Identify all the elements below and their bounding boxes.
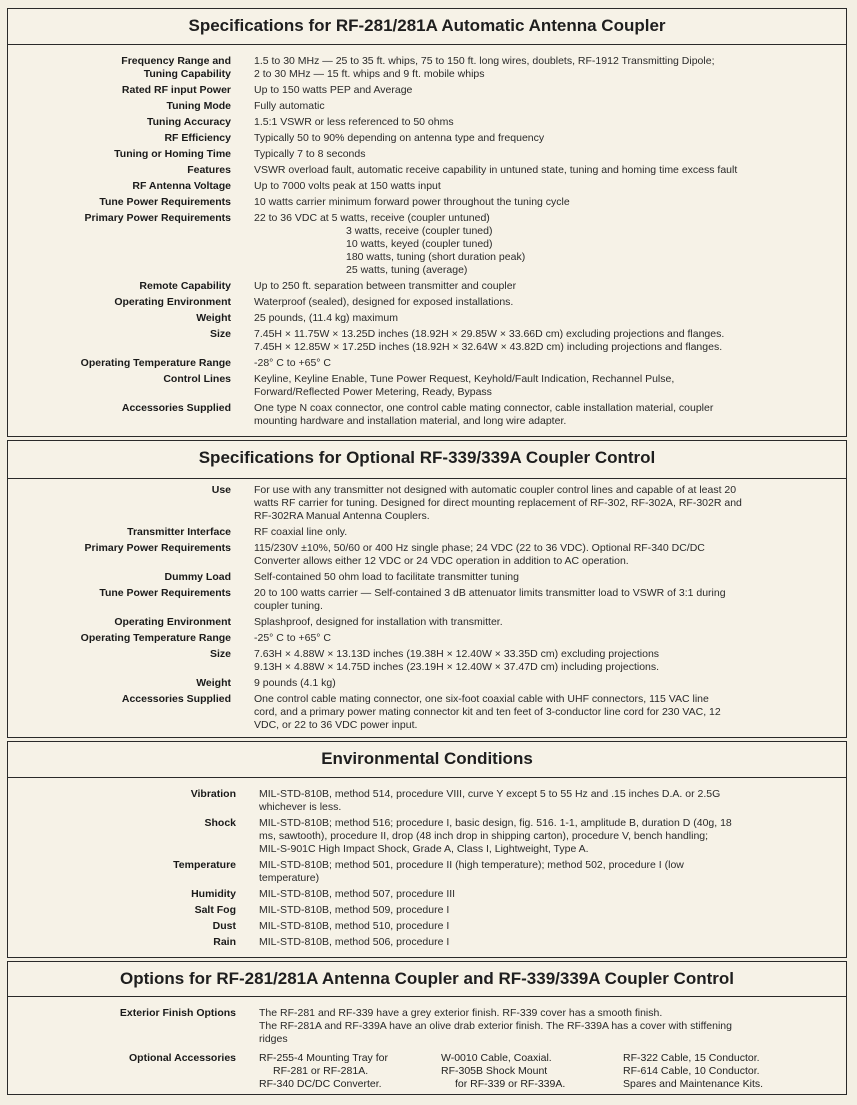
- spec-value: [254, 212, 824, 277]
- spec-value-line: MIL-STD-810B, method 507, procedure III: [259, 888, 456, 900]
- spec-value: [259, 1007, 829, 1046]
- spec-row: [8, 100, 846, 113]
- spec-label: [8, 788, 236, 814]
- spec-label-line: Rated RF input Power: [121, 84, 231, 96]
- section-title-box: [7, 8, 847, 45]
- spec-value-line: MIL-STD-810B, method 514, procedure VIII, curve Y except 5 to 55 Hz and .15 inches D.A. or 2.5G: [259, 788, 721, 800]
- spec-row: [8, 859, 846, 885]
- spec-label: [8, 484, 231, 523]
- spec-value: [254, 402, 824, 428]
- spec-label-line: Weight: [196, 677, 231, 689]
- spec-label-line: Size: [209, 648, 231, 660]
- spec-value-line: One type N coax connector, one control cable mating connector, cable installation material, coupler: [254, 402, 714, 414]
- spec-value: [254, 196, 824, 209]
- section-title-box: [7, 961, 847, 997]
- spec-label-line: Use: [211, 484, 231, 496]
- spec-label: [8, 164, 231, 177]
- spec-value: [254, 571, 824, 584]
- spec-value-line: VDC, or 22 to 36 VDC power input.: [254, 719, 418, 731]
- spec-value: [254, 484, 824, 523]
- spec-value-line: 9 pounds (4.1 kg): [254, 677, 336, 689]
- spec-row: [8, 616, 846, 629]
- spec-value-line: coupler tuning.: [254, 600, 323, 612]
- spec-value-line: Fully automatic: [254, 100, 325, 112]
- spec-value: [254, 180, 824, 193]
- spec-label: [8, 357, 231, 370]
- spec-label-line: Tune Power Requirements: [99, 196, 231, 208]
- spec-label: [8, 632, 231, 645]
- spec-value: [259, 859, 829, 885]
- spec-row: [8, 148, 846, 161]
- spec-value: [259, 920, 829, 933]
- spec-value: [254, 116, 824, 129]
- spec-value-line: MIL-STD-810B; method 516; procedure I, basic design, fig. 516. 1-1, amplitude B, duration D (40g, 18: [259, 817, 732, 829]
- spec-value-line: 7.45H × 12.85W × 17.25D inches (18.92H × 32.64W × 43.82D cm) including projections and flanges.: [254, 341, 723, 353]
- spec-row: [8, 888, 846, 901]
- spec-row: [8, 788, 846, 814]
- spec-value-line: 9.13H × 4.88W × 14.75D inches (23.19H × 12.40W × 37.47D cm) including projections.: [254, 661, 660, 673]
- spec-row: [8, 196, 846, 209]
- spec-row: [8, 328, 846, 354]
- spec-value-line: 2 to 30 MHz — 15 ft. whips and 9 ft. mobile whips: [254, 68, 485, 80]
- spec-row: [8, 296, 846, 309]
- spec-row: [8, 648, 846, 674]
- spec-row: [8, 526, 846, 539]
- spec-label: [8, 55, 231, 81]
- spec-value: [254, 542, 824, 568]
- spec-value-line: Up to 150 watts PEP and Average: [254, 84, 413, 96]
- spec-row: [8, 116, 846, 129]
- spec-value: [259, 817, 829, 856]
- spec-value-line: One control cable mating connector, one six-foot coaxial cable with UHF connectors, 115 VAC line: [254, 693, 709, 705]
- spec-value-line: Typically 50 to 90% depending on antenna type and frequency: [254, 132, 545, 144]
- accessory-item: RF-255-4 Mounting Tray for: [259, 1052, 388, 1064]
- spec-value-line: MIL-S-901C High Impact Shock, Grade A, Class I, Lightweight, Type A.: [259, 843, 589, 855]
- spec-label-line: RF Efficiency: [164, 132, 231, 144]
- spec-value-line: Up to 7000 volts peak at 150 watts input: [254, 180, 441, 192]
- spec-label-line: Vibration: [190, 788, 236, 800]
- spec-value-line: The RF-281 and RF-339 have a grey exterior finish. RF-339 cover has a smooth finish.: [259, 1007, 663, 1019]
- spec-row: [8, 484, 846, 523]
- spec-row: [8, 817, 846, 856]
- accessory-item: RF-340 DC/DC Converter.: [259, 1078, 382, 1090]
- optional-accessories-row: [8, 1052, 846, 1091]
- spec-row: [8, 632, 846, 645]
- spec-label-line: Tuning Capability: [143, 68, 231, 80]
- spec-value-line: 3 watts, receive (coupler tuned): [346, 225, 493, 237]
- spec-row: [8, 180, 846, 193]
- section-title: Specifications for Optional RF-339/339A Coupler Control: [198, 448, 656, 467]
- spec-row: [8, 373, 846, 399]
- accessory-item: RF-281 or RF-281A.: [273, 1065, 369, 1077]
- accessory-columns: [259, 1052, 805, 1091]
- spec-label: [8, 648, 231, 674]
- spec-label-line: Frequency Range and: [121, 55, 231, 67]
- spec-label: [8, 587, 231, 613]
- spec-label: [8, 936, 236, 949]
- spec-label: [8, 84, 231, 97]
- spec-value-line: Keyline, Keyline Enable, Tune Power Request, Keyhold/Fault Indication, Rechannel Pulse,: [254, 373, 675, 385]
- spec-row: [8, 164, 846, 177]
- spec-label-line: Weight: [196, 312, 231, 324]
- spec-label-line: Rain: [213, 936, 236, 948]
- section-title: Specifications for RF-281/281A Automatic Antenna Coupler: [188, 16, 666, 35]
- spec-label-line: Transmitter Interface: [127, 526, 231, 538]
- spec-label: [8, 402, 231, 428]
- spec-label: [8, 693, 231, 732]
- spec-value: [254, 693, 824, 732]
- spec-row: [8, 1007, 846, 1046]
- spec-label: [8, 526, 231, 539]
- spec-value-line: RF coaxial line only.: [254, 526, 348, 538]
- spec-value: [259, 888, 829, 901]
- spec-row: [8, 587, 846, 613]
- spec-label: [8, 888, 236, 901]
- spec-value-line: MIL-STD-810B, method 510, procedure I: [259, 920, 450, 932]
- spec-value-line: 7.63H × 4.88W × 13.13D inches (19.38H × 12.40W × 33.35D cm) excluding projections: [254, 648, 660, 660]
- spec-label-line: Primary Power Requirements: [84, 542, 231, 554]
- spec-value-line: Typically 7 to 8 seconds: [254, 148, 366, 160]
- spec-value-line: Up to 250 ft. separation between transmitter and coupler: [254, 280, 517, 292]
- spec-label-line: Tuning Mode: [166, 100, 231, 112]
- spec-label: [8, 920, 236, 933]
- spec-label-line: Humidity: [191, 888, 236, 900]
- spec-value: [254, 164, 824, 177]
- spec-label: [8, 312, 231, 325]
- spec-value: [254, 648, 824, 674]
- spec-label-line: Size: [209, 328, 231, 340]
- spec-row: [8, 132, 846, 145]
- section-title-box: [7, 440, 847, 479]
- spec-value-line: 180 watts, tuning (short duration peak): [346, 251, 526, 263]
- spec-row: [8, 677, 846, 690]
- spec-label: [8, 100, 231, 113]
- spec-value: [254, 312, 824, 325]
- spec-value: [254, 677, 824, 690]
- spec-value: [254, 587, 824, 613]
- spec-label: [8, 904, 236, 917]
- spec-value-line: 25 pounds, (11.4 kg) maximum: [254, 312, 398, 324]
- spec-label: [8, 148, 231, 161]
- spec-label-line: Accessories Supplied: [121, 402, 231, 414]
- spec-label-line: Tune Power Requirements: [99, 587, 231, 599]
- spec-value-line: Self-contained 50 ohm load to facilitate transmitter tuning: [254, 571, 519, 583]
- spec-label-line: Temperature: [173, 859, 236, 871]
- spec-value: [254, 373, 824, 399]
- accessory-item: RF-305B Shock Mount: [441, 1065, 548, 1077]
- accessory-item: W-0010 Cable, Coaxial.: [441, 1052, 552, 1064]
- spec-row: [8, 357, 846, 370]
- spec-row: [8, 904, 846, 917]
- spec-label: [8, 571, 231, 584]
- spec-value-line: whichever is less.: [259, 801, 342, 813]
- spec-label: [8, 373, 231, 399]
- spec-row: [8, 920, 846, 933]
- spec-value-line: For use with any transmitter not designed with automatic coupler control lines and capable of at least 20: [254, 484, 737, 496]
- spec-label: [8, 196, 231, 209]
- spec-label: Optional Accessories: [129, 1052, 236, 1064]
- spec-value: [254, 328, 824, 354]
- spec-value-line: Splashproof, designed for installation with transmitter.: [254, 616, 503, 628]
- spec-value: [254, 84, 824, 97]
- spec-value-line: -25° C to +65° C: [254, 632, 331, 644]
- spec-value: [254, 148, 824, 161]
- section-content: [7, 996, 847, 1095]
- spec-label: [8, 542, 231, 568]
- accessory-item: RF-614 Cable, 10 Conductor.: [623, 1065, 760, 1077]
- spec-value: [254, 280, 824, 293]
- spec-row: [8, 55, 846, 81]
- spec-value: [254, 55, 824, 81]
- spec-label: [8, 280, 231, 293]
- spec-label-line: Accessories Supplied: [121, 693, 231, 705]
- spec-value-line: RF-302RA Manual Antenna Couplers.: [254, 510, 430, 522]
- spec-value-line: The RF-281A and RF-339A have an olive drab exterior finish. The RF-339A has a cover with stiffening: [259, 1020, 732, 1032]
- spec-label-line: Shock: [204, 817, 236, 829]
- spec-row: [8, 212, 846, 277]
- spec-label: [8, 180, 231, 193]
- spec-label: [8, 817, 236, 856]
- spec-label-line: Operating Environment: [114, 616, 231, 628]
- spec-row: [8, 571, 846, 584]
- accessory-column: [441, 1052, 623, 1091]
- spec-row: [8, 402, 846, 428]
- spec-label-line: Dummy Load: [164, 571, 231, 583]
- spec-value: [254, 616, 824, 629]
- spec-row: [8, 542, 846, 568]
- spec-row: [8, 280, 846, 293]
- spec-label-line: Primary Power Requirements: [84, 212, 231, 224]
- spec-value-line: -28° C to +65° C: [254, 357, 331, 369]
- spec-label: [8, 296, 231, 309]
- spec-label-line: Operating Environment: [114, 296, 231, 308]
- section-content: [7, 478, 847, 738]
- spec-value: [259, 904, 829, 917]
- spec-value: [254, 526, 824, 539]
- spec-value-line: MIL-STD-810B, method 506, procedure I: [259, 936, 450, 948]
- spec-label-line: Salt Fog: [194, 904, 236, 916]
- spec-label-line: Tuning or Homing Time: [114, 148, 231, 160]
- spec-value: [254, 296, 824, 309]
- spec-value-line: 22 to 36 VDC at 5 watts, receive (coupler untuned): [254, 212, 490, 224]
- section-content: [7, 777, 847, 958]
- spec-label-line: Features: [187, 164, 231, 176]
- spec-value-line: 115/230V ±10%, 50/60 or 400 Hz single phase; 24 VDC (22 to 36 VDC). Optional RF-340 DC/DC: [254, 542, 705, 554]
- spec-value-line: Waterproof (sealed), designed for exposed installations.: [254, 296, 514, 308]
- spec-label: [8, 116, 231, 129]
- spec-value-line: 20 to 100 watts carrier — Self-contained 3 dB attenuator limits transmitter load to VSWR of 3:1 during: [254, 587, 726, 599]
- accessory-column: [623, 1052, 805, 1091]
- spec-row: [8, 312, 846, 325]
- spec-value-line: Forward/Reflected Power Metering, Ready, Bypass: [254, 386, 492, 398]
- spec-value-line: Converter allows either 12 VDC or 24 VDC operation in addition to AC operation.: [254, 555, 629, 567]
- spec-value: [254, 357, 824, 370]
- spec-label-line: Control Lines: [163, 373, 231, 385]
- accessory-item: Spares and Maintenance Kits.: [623, 1078, 764, 1090]
- spec-value: [259, 788, 829, 814]
- accessory-item: for RF-339 or RF-339A.: [455, 1078, 566, 1090]
- spec-value: [254, 132, 824, 145]
- spec-value-line: ms, sawtooth), procedure II, drop (48 inch drop in shipping carton), procedure V, bench handling;: [259, 830, 709, 842]
- spec-label-line: Remote Capability: [139, 280, 231, 292]
- spec-label: [8, 616, 231, 629]
- spec-label: [8, 212, 231, 277]
- spec-value: [259, 936, 829, 949]
- spec-label-line: Tuning Accuracy: [146, 116, 231, 128]
- spec-value-line: MIL-STD-810B, method 509, procedure I: [259, 904, 450, 916]
- spec-value: [254, 632, 824, 645]
- section-title: Environmental Conditions: [321, 749, 533, 768]
- section-title: Options for RF-281/281A Antenna Coupler and RF-339/339A Coupler Control: [120, 969, 734, 988]
- spec-value-line: 25 watts, tuning (average): [346, 264, 468, 276]
- spec-value-line: 1.5:1 VSWR or less referenced to 50 ohms: [254, 116, 454, 128]
- spec-label: [8, 132, 231, 145]
- spec-label: [8, 859, 236, 885]
- spec-value-line: MIL-STD-810B; method 501, procedure II (high temperature); method 502, procedure I (low: [259, 859, 684, 871]
- accessory-column: [259, 1052, 441, 1091]
- spec-label-line: Exterior Finish Options: [119, 1007, 236, 1019]
- spec-row: [8, 936, 846, 949]
- section-title-box: [7, 741, 847, 778]
- section-content: [7, 44, 847, 437]
- spec-label: [8, 677, 231, 690]
- spec-label-line: Operating Temperature Range: [80, 632, 231, 644]
- spec-label: [8, 328, 231, 354]
- spec-label-line: Operating Temperature Range: [80, 357, 231, 369]
- spec-value-line: watts RF carrier for tuning. Designed for direct mounting replacement of RF-302, RF-302A, RF-302R and: [254, 497, 742, 509]
- spec-label-line: Dust: [212, 920, 236, 932]
- spec-value: [254, 100, 824, 113]
- spec-value-line: 10 watts, keyed (coupler tuned): [346, 238, 493, 250]
- spec-value-line: 10 watts carrier minimum forward power throughout the tuning cycle: [254, 196, 570, 208]
- spec-value-line: VSWR overload fault, automatic receive capability in untuned state, tuning and homing time excess fault: [254, 164, 738, 176]
- spec-row: [8, 693, 846, 732]
- spec-label: [8, 1007, 236, 1046]
- spec-value-line: cord, and a primary power mating connector kit and ten feet of 3-conductor line cord for 230 VAC, 12: [254, 706, 721, 718]
- accessory-item: RF-322 Cable, 15 Conductor.: [623, 1052, 760, 1064]
- spec-value-line: ridges: [259, 1033, 288, 1045]
- spec-value-line: 7.45H × 11.75W × 13.25D inches (18.92H × 29.85W × 33.66D cm) excluding projections and flanges.: [254, 328, 725, 340]
- spec-value-line: temperature): [259, 872, 320, 884]
- spec-value-line: mounting hardware and installation material, and long wire adapter.: [254, 415, 567, 427]
- spec-value-line: 1.5 to 30 MHz — 25 to 35 ft. whips, 75 to 150 ft. long wires, doublets, RF-1912 Transmitting Dipole;: [254, 55, 715, 67]
- spec-row: [8, 84, 846, 97]
- spec-label-line: RF Antenna Voltage: [132, 180, 231, 192]
